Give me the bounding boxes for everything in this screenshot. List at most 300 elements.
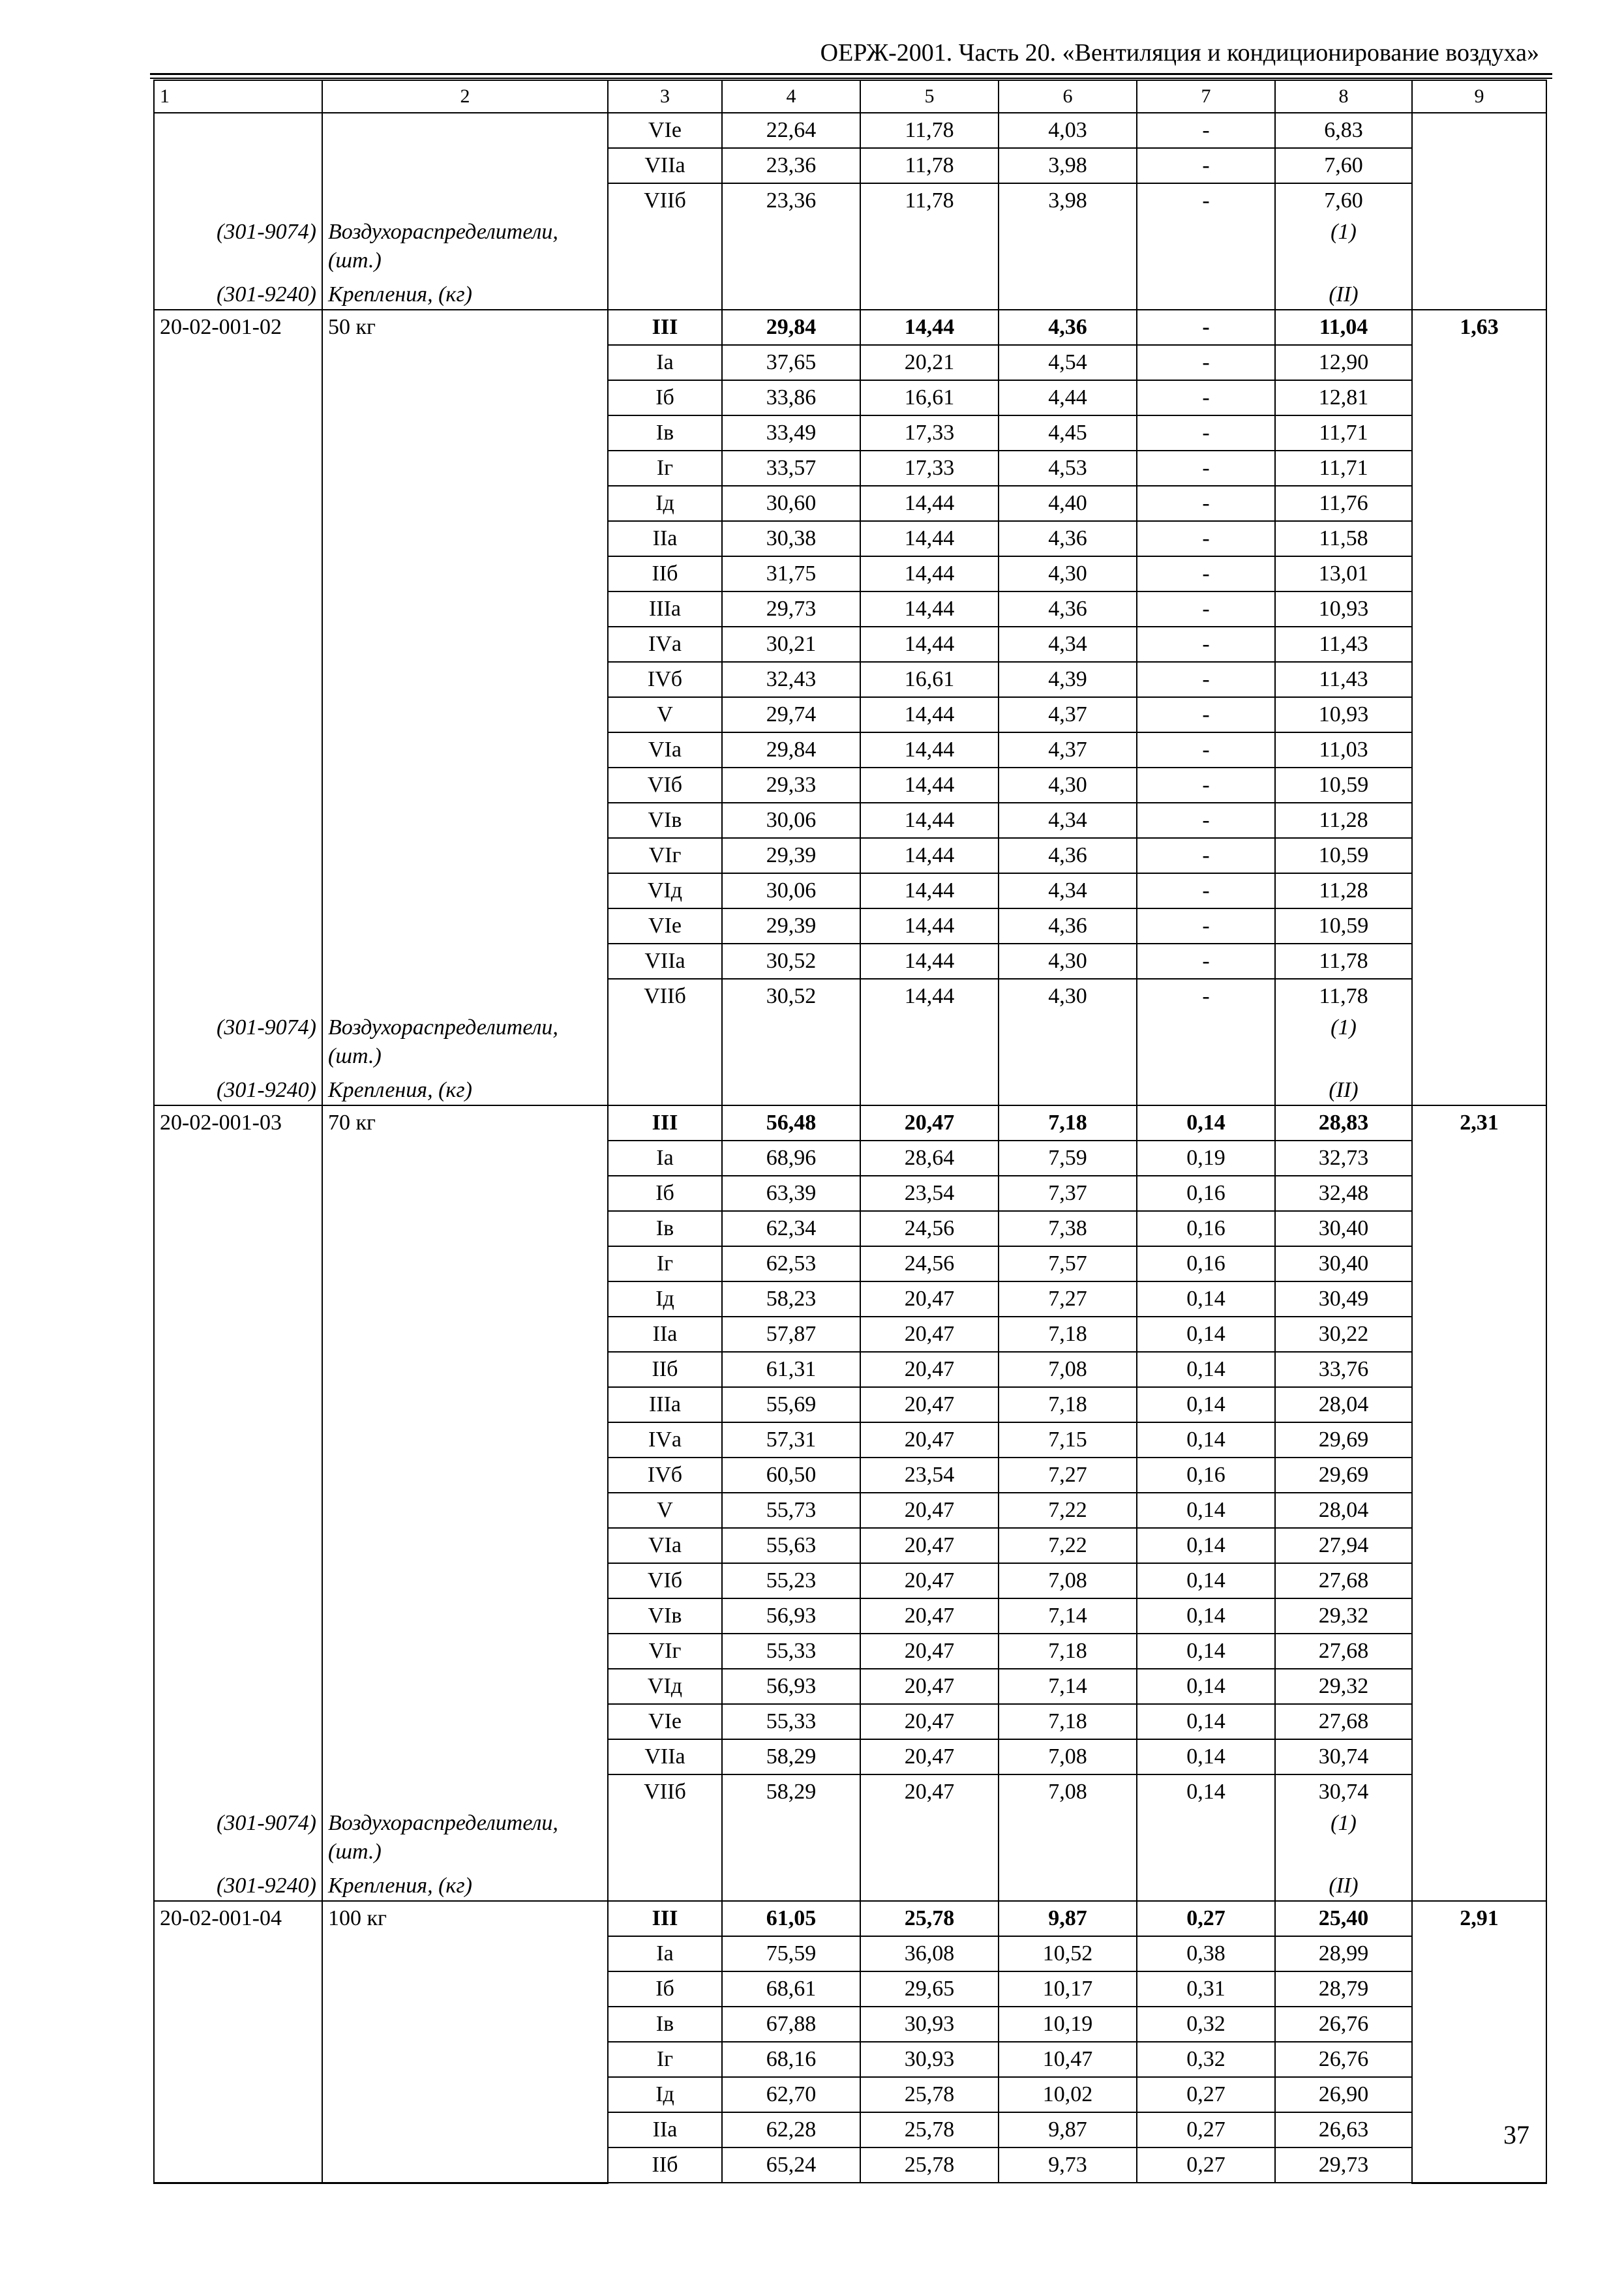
materials-cell: 7,60 — [1275, 148, 1412, 183]
drivers-wages-cell: 0,14 — [1137, 1281, 1275, 1317]
name-cell — [322, 979, 608, 1013]
labor-cell — [1412, 768, 1546, 803]
empty-cell — [999, 1013, 1137, 1076]
machines-cell: 4,37 — [999, 697, 1137, 732]
total-cost-cell: 56,93 — [722, 1669, 860, 1704]
materials-cell: 33,76 — [1275, 1352, 1412, 1387]
zone-cell: IVа — [608, 1422, 722, 1458]
name-cell — [322, 908, 608, 944]
machines-cell: 7,18 — [999, 1634, 1137, 1669]
wages-cell: 14,44 — [860, 803, 999, 838]
machines-cell: 10,47 — [999, 2042, 1137, 2077]
wages-cell: 20,21 — [860, 345, 999, 380]
machines-cell: 10,17 — [999, 1971, 1137, 2007]
wages-cell: 20,47 — [860, 1704, 999, 1739]
zone-cell: Iб — [608, 1971, 722, 2007]
wages-cell: 11,78 — [860, 113, 999, 148]
drivers-wages-cell: - — [1137, 768, 1275, 803]
machines-cell: 4,36 — [999, 908, 1137, 944]
materials-cell: 28,04 — [1275, 1493, 1412, 1528]
drivers-wages-cell: 0,16 — [1137, 1458, 1275, 1493]
resource-value: (II) — [1275, 280, 1412, 310]
wages-cell: 25,78 — [860, 1901, 999, 1936]
table-row — [154, 345, 1546, 380]
empty-cell — [722, 218, 860, 280]
code-cell: 20-02-001-04 — [154, 1901, 322, 1936]
drivers-wages-cell: 0,14 — [1137, 1563, 1275, 1598]
materials-cell: 11,28 — [1275, 873, 1412, 908]
empty-cell — [860, 1872, 999, 1901]
drivers-wages-cell: - — [1137, 380, 1275, 415]
empty-cell — [722, 280, 860, 310]
name-cell: 50 кг — [322, 310, 608, 345]
zone-cell: IIIа — [608, 1387, 722, 1422]
table-row — [154, 662, 1546, 697]
table-row — [154, 415, 1546, 451]
name-cell — [322, 415, 608, 451]
machines-cell: 4,36 — [999, 838, 1137, 873]
materials-cell: 11,71 — [1275, 451, 1412, 486]
code-cell — [154, 2112, 322, 2147]
wages-cell: 23,54 — [860, 1176, 999, 1211]
drivers-wages-cell: - — [1137, 627, 1275, 662]
wages-cell: 14,44 — [860, 768, 999, 803]
machines-cell: 10,02 — [999, 2077, 1137, 2112]
labor-cell — [1412, 1458, 1546, 1493]
materials-cell: 26,90 — [1275, 2077, 1412, 2112]
wages-cell: 14,44 — [860, 556, 999, 591]
resource-code: (301-9074) — [154, 218, 322, 280]
empty-cell — [999, 280, 1137, 310]
machines-cell: 3,98 — [999, 148, 1137, 183]
name-cell — [322, 873, 608, 908]
code-cell — [154, 1704, 322, 1739]
empty-cell — [722, 1076, 860, 1105]
wages-cell: 20,47 — [860, 1281, 999, 1317]
wages-cell: 14,44 — [860, 697, 999, 732]
drivers-wages-cell: - — [1137, 451, 1275, 486]
name-cell — [322, 768, 608, 803]
materials-cell: 30,40 — [1275, 1211, 1412, 1246]
labor-cell — [1412, 627, 1546, 662]
zone-cell: VIа — [608, 732, 722, 768]
total-cost-cell: 30,06 — [722, 873, 860, 908]
empty-cell — [1137, 1872, 1275, 1901]
total-cost-cell: 56,48 — [722, 1105, 860, 1141]
zone-cell: Iг — [608, 451, 722, 486]
drivers-wages-cell: 0,16 — [1137, 1246, 1275, 1281]
machines-cell: 4,30 — [999, 768, 1137, 803]
code-cell — [154, 1971, 322, 2007]
machines-cell: 9,73 — [999, 2147, 1137, 2183]
total-cost-cell: 32,43 — [722, 662, 860, 697]
labor-cell — [1412, 1317, 1546, 1352]
code-cell — [154, 1936, 322, 1971]
resource-name: Крепления, (кг) — [322, 280, 608, 310]
empty-cell — [1137, 1013, 1275, 1076]
materials-cell: 28,04 — [1275, 1387, 1412, 1422]
total-cost-cell: 62,70 — [722, 2077, 860, 2112]
total-cost-cell: 30,21 — [722, 627, 860, 662]
drivers-wages-cell: 0,14 — [1137, 1352, 1275, 1387]
materials-cell: 29,69 — [1275, 1458, 1412, 1493]
drivers-wages-cell: - — [1137, 979, 1275, 1013]
resource-name: Воздухораспределители, (шт.) — [322, 1013, 608, 1076]
zone-cell: VIIа — [608, 148, 722, 183]
name-cell — [322, 944, 608, 979]
machines-cell: 3,98 — [999, 183, 1137, 218]
table-row — [154, 2112, 1546, 2147]
wages-cell: 20,47 — [860, 1669, 999, 1704]
wages-cell: 14,44 — [860, 908, 999, 944]
wages-cell: 14,44 — [860, 838, 999, 873]
labor-cell — [1412, 873, 1546, 908]
empty-cell — [999, 1809, 1137, 1872]
drivers-wages-cell: - — [1137, 148, 1275, 183]
total-cost-cell: 33,86 — [722, 380, 860, 415]
labor-cell — [1412, 1422, 1546, 1458]
table-row — [154, 2077, 1546, 2112]
labor-cell: 2,31 — [1412, 1105, 1546, 1141]
drivers-wages-cell: 0,14 — [1137, 1387, 1275, 1422]
code-cell — [154, 803, 322, 838]
zone-cell: IIб — [608, 556, 722, 591]
table-row — [154, 1563, 1546, 1598]
labor-cell — [1412, 1669, 1546, 1704]
zone-cell: IIа — [608, 521, 722, 556]
total-cost-cell: 68,16 — [722, 2042, 860, 2077]
drivers-wages-cell: - — [1137, 521, 1275, 556]
zone-cell: VIа — [608, 1528, 722, 1563]
table-row — [154, 451, 1546, 486]
empty-cell — [999, 1076, 1137, 1105]
table-row — [154, 1971, 1546, 2007]
wages-cell: 29,65 — [860, 1971, 999, 2007]
machines-cell: 4,39 — [999, 662, 1137, 697]
code-cell — [154, 944, 322, 979]
code-cell — [154, 415, 322, 451]
code-cell — [154, 1141, 322, 1176]
drivers-wages-cell: - — [1137, 183, 1275, 218]
materials-cell: 30,40 — [1275, 1246, 1412, 1281]
labor-cell — [1412, 1971, 1546, 2007]
table-row — [154, 1936, 1546, 1971]
total-cost-cell: 30,06 — [722, 803, 860, 838]
materials-cell: 29,73 — [1275, 2147, 1412, 2183]
table-row — [154, 1528, 1546, 1563]
total-cost-cell: 33,57 — [722, 451, 860, 486]
name-cell — [322, 662, 608, 697]
empty-cell — [1137, 1809, 1275, 1872]
wages-cell: 20,47 — [860, 1493, 999, 1528]
code-cell — [154, 979, 322, 1013]
code-cell — [154, 2147, 322, 2183]
total-cost-cell: 57,87 — [722, 1317, 860, 1352]
total-cost-cell: 29,84 — [722, 310, 860, 345]
table-row — [154, 148, 1546, 183]
name-cell — [322, 627, 608, 662]
empty-cell — [999, 218, 1137, 280]
materials-cell: 12,81 — [1275, 380, 1412, 415]
wages-cell: 20,47 — [860, 1739, 999, 1774]
total-cost-cell: 55,69 — [722, 1387, 860, 1422]
total-cost-cell: 29,74 — [722, 697, 860, 732]
labor-cell — [1412, 732, 1546, 768]
drivers-wages-cell: - — [1137, 486, 1275, 521]
materials-cell: 13,01 — [1275, 556, 1412, 591]
machines-cell: 9,87 — [999, 1901, 1137, 1936]
name-cell — [322, 148, 608, 183]
labor-cell: 1,63 — [1412, 310, 1546, 345]
wages-cell: 14,44 — [860, 521, 999, 556]
table-row — [154, 732, 1546, 768]
table-row — [154, 486, 1546, 521]
resource-row — [154, 1013, 1546, 1076]
zone-cell: Iа — [608, 1936, 722, 1971]
table-row — [154, 521, 1546, 556]
materials-cell: 28,79 — [1275, 1971, 1412, 2007]
total-cost-cell: 62,28 — [722, 2112, 860, 2147]
table-row — [154, 1458, 1546, 1493]
empty-cell — [608, 218, 722, 280]
drivers-wages-cell: 0,14 — [1137, 1669, 1275, 1704]
code-cell — [154, 1458, 322, 1493]
name-cell — [322, 1528, 608, 1563]
machines-cell: 10,19 — [999, 2007, 1137, 2042]
total-cost-cell: 67,88 — [722, 2007, 860, 2042]
empty-cell — [860, 1076, 999, 1105]
total-cost-cell: 23,36 — [722, 183, 860, 218]
zone-cell: VIд — [608, 873, 722, 908]
zone-cell: III — [608, 310, 722, 345]
name-cell — [322, 591, 608, 627]
labor-cell — [1412, 1281, 1546, 1317]
drivers-wages-cell: - — [1137, 113, 1275, 148]
table-row — [154, 1281, 1546, 1317]
name-cell — [322, 486, 608, 521]
drivers-wages-cell: 0,32 — [1137, 2042, 1275, 2077]
drivers-wages-cell: 0,27 — [1137, 2112, 1275, 2147]
wages-cell: 20,47 — [860, 1422, 999, 1458]
labor-cell — [1412, 451, 1546, 486]
empty-cell — [860, 280, 999, 310]
zone-cell: IIа — [608, 2112, 722, 2147]
materials-cell: 11,03 — [1275, 732, 1412, 768]
table-row — [154, 591, 1546, 627]
zone-cell: IVа — [608, 627, 722, 662]
name-cell — [322, 732, 608, 768]
labor-cell — [1412, 148, 1546, 183]
table-row — [154, 1598, 1546, 1634]
machines-cell: 7,08 — [999, 1739, 1137, 1774]
resource-code: (301-9240) — [154, 1076, 322, 1105]
page-header: ОЕРЖ-2001. Часть 20. «Вентиляция и кондиционирование воздуха» — [820, 39, 1539, 67]
code-cell — [154, 908, 322, 944]
machines-cell: 7,18 — [999, 1704, 1137, 1739]
drivers-wages-cell: - — [1137, 556, 1275, 591]
total-cost-cell: 62,53 — [722, 1246, 860, 1281]
zone-cell: Iд — [608, 1281, 722, 1317]
drivers-wages-cell: - — [1137, 697, 1275, 732]
materials-cell: 29,32 — [1275, 1669, 1412, 1704]
materials-cell: 32,73 — [1275, 1141, 1412, 1176]
total-cost-cell: 55,23 — [722, 1563, 860, 1598]
labor-cell — [1412, 2007, 1546, 2042]
materials-cell: 11,04 — [1275, 310, 1412, 345]
code-cell — [154, 486, 322, 521]
code-cell — [154, 2042, 322, 2077]
drivers-wages-cell: - — [1137, 908, 1275, 944]
wages-cell: 36,08 — [860, 1936, 999, 1971]
machines-cell: 4,36 — [999, 310, 1137, 345]
drivers-wages-cell: 0,27 — [1137, 2147, 1275, 2183]
zone-cell: Iг — [608, 1246, 722, 1281]
materials-cell: 11,43 — [1275, 662, 1412, 697]
empty-cell — [722, 1872, 860, 1901]
zone-cell: Iа — [608, 345, 722, 380]
materials-cell: 11,71 — [1275, 415, 1412, 451]
labor-cell — [1412, 1634, 1546, 1669]
wages-cell: 14,44 — [860, 873, 999, 908]
resource-name: Крепления, (кг) — [322, 1872, 608, 1901]
code-cell — [154, 380, 322, 415]
machines-cell: 4,30 — [999, 979, 1137, 1013]
drivers-wages-cell: 0,16 — [1137, 1211, 1275, 1246]
labor-cell — [1412, 521, 1546, 556]
table-row — [154, 183, 1546, 218]
wages-cell: 20,47 — [860, 1105, 999, 1141]
materials-cell: 6,83 — [1275, 113, 1412, 148]
resource-name: Воздухораспределители, (шт.) — [322, 218, 608, 280]
code-cell — [154, 451, 322, 486]
total-cost-cell: 63,39 — [722, 1176, 860, 1211]
zone-cell: VIб — [608, 1563, 722, 1598]
total-cost-cell: 65,24 — [722, 2147, 860, 2183]
machines-cell: 4,34 — [999, 627, 1137, 662]
labor-cell — [1412, 803, 1546, 838]
labor-cell — [1412, 908, 1546, 944]
materials-cell: 10,59 — [1275, 838, 1412, 873]
zone-cell: V — [608, 697, 722, 732]
materials-cell: 28,99 — [1275, 1936, 1412, 1971]
total-cost-cell: 58,29 — [722, 1739, 860, 1774]
name-cell — [322, 1936, 608, 1971]
resource-value: (1) — [1275, 218, 1412, 280]
total-cost-cell: 29,39 — [722, 908, 860, 944]
code-cell — [154, 1317, 322, 1352]
table-row — [154, 113, 1546, 148]
total-cost-cell: 30,52 — [722, 979, 860, 1013]
machines-cell: 7,27 — [999, 1458, 1137, 1493]
code-cell — [154, 732, 322, 768]
name-cell — [322, 1211, 608, 1246]
table-row — [154, 1317, 1546, 1352]
materials-cell: 30,74 — [1275, 1739, 1412, 1774]
resource-code: (301-9074) — [154, 1809, 322, 1872]
table-row — [154, 944, 1546, 979]
code-cell — [154, 1774, 322, 1809]
labor-cell — [1412, 1936, 1546, 1971]
code-cell — [154, 1352, 322, 1387]
resource-value: (1) — [1275, 1013, 1412, 1076]
total-cost-cell: 55,63 — [722, 1528, 860, 1563]
zone-cell: Iд — [608, 2077, 722, 2112]
zone-cell: Iв — [608, 415, 722, 451]
table-row — [154, 1774, 1546, 1809]
materials-cell: 29,32 — [1275, 1598, 1412, 1634]
materials-cell: 27,68 — [1275, 1563, 1412, 1598]
labor-cell — [1412, 1211, 1546, 1246]
resource-name: Крепления, (кг) — [322, 1076, 608, 1105]
wages-cell: 14,44 — [860, 591, 999, 627]
labor-cell — [1412, 697, 1546, 732]
wages-cell: 24,56 — [860, 1246, 999, 1281]
table-row — [154, 556, 1546, 591]
name-cell — [322, 113, 608, 148]
materials-cell: 27,68 — [1275, 1634, 1412, 1669]
code-cell — [154, 591, 322, 627]
materials-cell: 10,93 — [1275, 591, 1412, 627]
zone-cell: IIб — [608, 2147, 722, 2183]
labor-cell — [1412, 944, 1546, 979]
col-number: 5 — [860, 80, 999, 113]
col-number: 8 — [1275, 80, 1412, 113]
drivers-wages-cell: - — [1137, 838, 1275, 873]
code-cell — [154, 1422, 322, 1458]
table-row — [154, 627, 1546, 662]
name-cell — [322, 556, 608, 591]
zone-cell: Iв — [608, 2007, 722, 2042]
drivers-wages-cell: 0,14 — [1137, 1105, 1275, 1141]
wages-cell: 28,64 — [860, 1141, 999, 1176]
table-row — [154, 1901, 1546, 1936]
drivers-wages-cell: - — [1137, 732, 1275, 768]
machines-cell: 4,34 — [999, 803, 1137, 838]
labor-cell — [1412, 113, 1546, 148]
wages-cell: 11,78 — [860, 148, 999, 183]
name-cell — [322, 1387, 608, 1422]
resource-row — [154, 1076, 1546, 1105]
name-cell — [322, 1281, 608, 1317]
resource-code: (301-9074) — [154, 1013, 322, 1076]
name-cell — [322, 1563, 608, 1598]
name-cell — [322, 345, 608, 380]
table-row — [154, 1422, 1546, 1458]
machines-cell: 4,03 — [999, 113, 1137, 148]
name-cell — [322, 1774, 608, 1809]
labor-cell — [1412, 1563, 1546, 1598]
wages-cell: 25,78 — [860, 2112, 999, 2147]
name-cell — [322, 1458, 608, 1493]
wages-cell: 20,47 — [860, 1352, 999, 1387]
zone-cell: IIб — [608, 1352, 722, 1387]
drivers-wages-cell: 0,14 — [1137, 1739, 1275, 1774]
resource-row — [154, 218, 1546, 280]
labor-cell — [1412, 838, 1546, 873]
name-cell — [322, 1422, 608, 1458]
machines-cell: 7,57 — [999, 1246, 1137, 1281]
machines-cell: 4,30 — [999, 944, 1137, 979]
wages-cell: 20,47 — [860, 1317, 999, 1352]
name-cell — [322, 697, 608, 732]
resource-value: (II) — [1275, 1076, 1412, 1105]
wages-cell: 16,61 — [860, 662, 999, 697]
code-cell — [154, 148, 322, 183]
name-cell: 100 кг — [322, 1901, 608, 1936]
code-cell — [154, 1281, 322, 1317]
table-row — [154, 2147, 1546, 2183]
wages-cell: 11,78 — [860, 183, 999, 218]
